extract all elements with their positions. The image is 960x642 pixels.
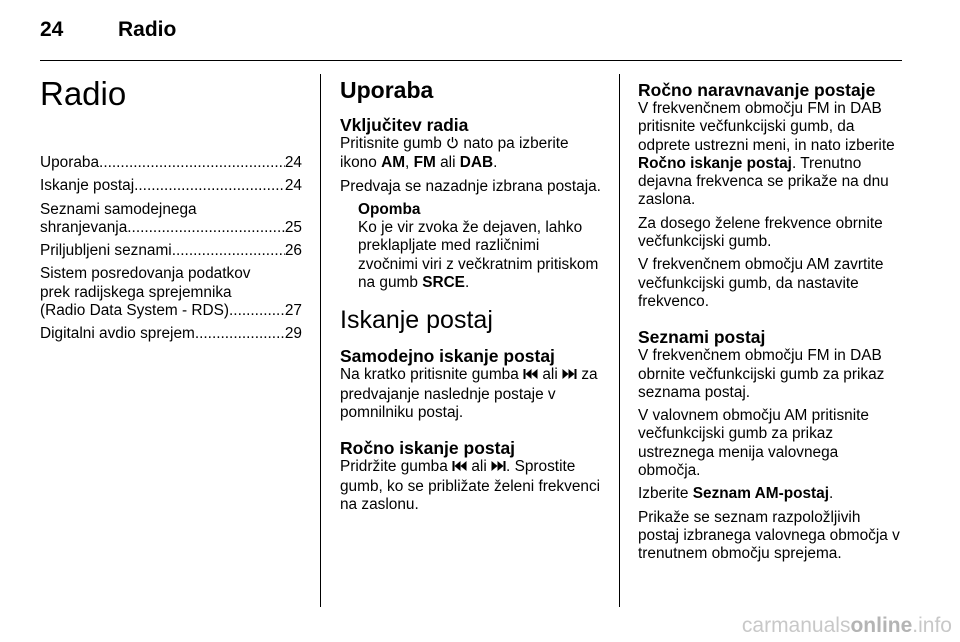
text-fragment: . Sprostite gumb, ko se približate želeni frekvenci na zaslonu. bbox=[340, 458, 601, 513]
header-rule bbox=[40, 60, 902, 61]
watermark-domain: online bbox=[850, 614, 913, 637]
skip-forward-icon bbox=[562, 367, 577, 385]
header-section-title: Radio bbox=[118, 18, 177, 41]
menu-item-seznam-am: Seznam AM-postaj bbox=[692, 485, 830, 503]
toc-leader-dots bbox=[229, 302, 285, 320]
toc-page-number: 25 bbox=[284, 218, 302, 236]
column-divider-right bbox=[619, 74, 620, 607]
text-fragment: Pritisnite gumb bbox=[340, 135, 442, 152]
toc-entry-line: Seznami samodejnega bbox=[40, 200, 197, 218]
text-fragment: . bbox=[464, 274, 470, 292]
toc-page-number: 26 bbox=[284, 242, 302, 260]
toc-entry-title: Digitalni avdio sprejem bbox=[40, 325, 195, 343]
toc-entry-line: prek radijskega sprejemnika bbox=[40, 283, 232, 301]
toc-entry bbox=[40, 154, 302, 172]
paragraph-predvaja: Predvaja se nazadnje izbrana postaja. bbox=[340, 177, 601, 195]
toc-entry-title: shranjevanja bbox=[40, 218, 128, 236]
paragraph-naravnavanje-2: Za dosego želene frekvence obrnite večfunkcijski gumb. bbox=[638, 214, 883, 251]
toc-entry-row bbox=[40, 302, 302, 320]
am-label: AM bbox=[381, 154, 406, 172]
note-title: Opomba bbox=[358, 200, 421, 218]
paragraph-seznami-4: Prikaže se seznam razpoložljivih postaj izbranega valovnega območja v trenutnem območju sprejema. bbox=[638, 508, 900, 563]
toc-entry bbox=[40, 242, 302, 260]
toc-page-number: 29 bbox=[284, 325, 302, 343]
toc-page-number: 24 bbox=[284, 177, 302, 195]
paragraph-naravnavanje-1 bbox=[638, 100, 904, 210]
toc-entry-row bbox=[40, 242, 302, 260]
skip-back-icon bbox=[452, 459, 467, 477]
text-fragment: . bbox=[829, 485, 834, 503]
text-fragment: Ko je vir zvoka že dejaven, lahko preklapljate med različnimi zvočnimi viri z večkratnim pritiskom na gumb bbox=[358, 219, 599, 292]
toc-entry bbox=[40, 201, 302, 238]
toc-entry bbox=[40, 325, 302, 343]
power-icon bbox=[446, 136, 459, 154]
toc-entry-title: Uporaba bbox=[40, 154, 100, 171]
text-fragment: , bbox=[405, 154, 410, 172]
text-fragment: ali bbox=[471, 458, 487, 476]
skip-forward-icon bbox=[491, 459, 506, 477]
section-title-uporaba: Uporaba bbox=[340, 77, 434, 103]
note-text bbox=[358, 219, 603, 292]
page-number: 24 bbox=[40, 18, 64, 41]
paragraph-seznami-2: V valovnem območju AM pritisnite večfunkcijski gumb za prikaz ustreznega menija valovnega območja. bbox=[638, 407, 869, 480]
toc-entry-row bbox=[40, 325, 302, 343]
watermark bbox=[742, 614, 952, 638]
text-fragment: nato pa izberite ikono bbox=[340, 135, 569, 172]
text-fragment: Na kratko pritisnite gumba bbox=[340, 366, 519, 384]
fm-label: FM bbox=[413, 154, 436, 172]
subsection-title-seznami: Seznami postaj bbox=[638, 327, 766, 348]
toc-entry bbox=[40, 265, 302, 320]
watermark-prefix: carmanuals bbox=[741, 614, 851, 637]
paragraph-seznami-3 bbox=[638, 485, 904, 503]
toc-entry-title: Iskanje postaj bbox=[40, 177, 135, 195]
toc-page-number: 24 bbox=[284, 154, 302, 171]
toc-page-number: 27 bbox=[284, 302, 302, 320]
watermark-suffix: .info bbox=[912, 614, 952, 637]
toc-leader-dots bbox=[127, 219, 285, 237]
table-of-contents bbox=[40, 154, 302, 344]
toc-entry-line: Sistem posredovanja podatkov bbox=[40, 265, 251, 283]
paragraph-naravnavanje-3: V frekvenčnem območju AM zavrtite večfunkcijski gumb, da nastavite frekvenco. bbox=[638, 256, 884, 310]
paragraph-seznami-1: V frekvenčnem območju FM in DAB obrnite večfunkcijski gumb za prikaz seznama postaj. bbox=[638, 347, 885, 401]
text-fragment: . bbox=[493, 154, 498, 172]
paragraph-rocno-iskanje bbox=[340, 458, 603, 514]
column-toc bbox=[40, 68, 302, 349]
column-middle bbox=[340, 68, 603, 519]
toc-leader-dots bbox=[99, 154, 285, 172]
skip-back-icon bbox=[523, 367, 538, 385]
text-fragment: ali bbox=[542, 366, 558, 384]
dab-label: DAB bbox=[459, 154, 494, 172]
subsection-title-vkljucitev: Vključitev radia bbox=[340, 115, 469, 135]
column-divider-left bbox=[320, 74, 321, 607]
paragraph-vkljucitev bbox=[340, 135, 603, 173]
subsection-title-rocno-naravnavanje: Ročno naravnavanje postaje bbox=[638, 80, 876, 100]
text-fragment: Pridržite gumba bbox=[340, 458, 448, 476]
note-box bbox=[358, 201, 603, 292]
chapter-title: Radio bbox=[40, 75, 127, 112]
subsection-title-rocno-iskanje: Ročno iskanje postaj bbox=[340, 438, 516, 459]
text-fragment: Izberite bbox=[638, 485, 689, 503]
paragraph-samodejno bbox=[340, 366, 603, 422]
text-fragment: ali bbox=[440, 154, 456, 172]
menu-item-rocno-iskanje: Ročno iskanje postaj bbox=[638, 154, 792, 172]
toc-entry-title: (Radio Data System - RDS) bbox=[40, 302, 230, 320]
page-header bbox=[40, 18, 176, 42]
toc-leader-dots bbox=[195, 325, 285, 343]
toc-leader-dots bbox=[134, 177, 285, 195]
toc-entry-row bbox=[40, 154, 302, 172]
text-fragment: za predvajanje naslednje postaje v pomnilniku postaj. bbox=[340, 366, 598, 421]
toc-entry-title: Priljubljeni seznami bbox=[40, 242, 172, 260]
toc-leader-dots bbox=[172, 242, 285, 260]
column-right bbox=[638, 68, 904, 569]
subsection-title-samodejno: Samodejno iskanje postaj bbox=[340, 346, 555, 367]
text-fragment: . Trenutno dejavna frekvenca se prikaže na dnu zaslona. bbox=[638, 154, 889, 209]
text-fragment: V frekvenčnem območju FM in DAB pritisnite večfunkcijski gumb, da odprete ustrezni meni, in nato izberite bbox=[638, 100, 895, 154]
toc-entry bbox=[40, 177, 302, 195]
toc-entry-row bbox=[40, 219, 302, 237]
srce-label: SRCE bbox=[422, 274, 465, 292]
toc-entry-row bbox=[40, 177, 302, 195]
section-title-iskanje: Iskanje postaj bbox=[340, 306, 493, 335]
